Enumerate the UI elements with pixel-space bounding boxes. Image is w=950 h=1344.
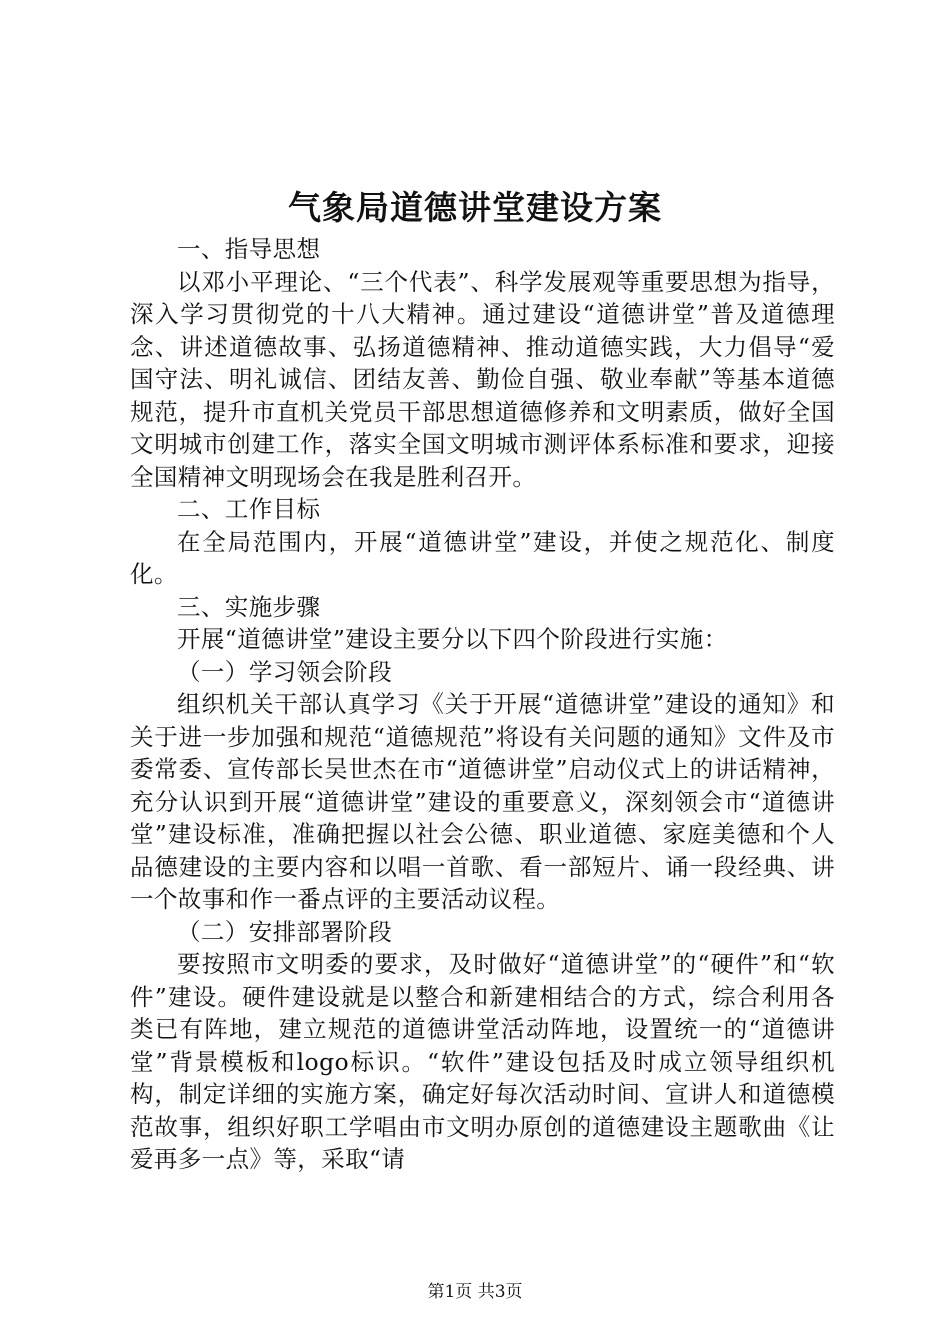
document-body (130, 233, 835, 1176)
section-heading-work-goal: 二、工作目标 (177, 495, 321, 523)
section-heading-implementation-steps: 三、实施步骤 (177, 592, 321, 621)
paragraph-study-stage: 组织机关干部认真学习《关于开展“道德讲堂”建设的通知》和关于进一步加强和规范“道德规范”将设有关问题的通知》文件及市委常委、宣传部长吴世杰在市“道德讲堂”启动仪式上的讲话精神，充分认识到开展“道德讲堂”建设的重要意义，深刻领会市“道德讲堂”建设标准，准确把握以社会公德、职业道德、家庭美德和个人品德建设的主要内容和以唱一首歌、看一部短片、诵一段经典、讲一个故事和作一番点评的主要活动议程。 (130, 690, 835, 913)
paragraph-deployment-stage: 要按照市文明委的要求，及时做好“道德讲堂”的“硬件”和“软件”建设。硬件建设就是以整合和新建相结合的方式，综合利用各类已有阵地，建立规范的道德讲堂活动阵地，设置统一的“道德讲堂”背景模板和logo标识。“软件”建设包括及时成立领导组织机构，制定详细的实施方案，确定好每次活动时间、宣讲人和道德模范故事，组织好职工学唱由市文明办原创的道德建设主题歌曲《让爱再多一点》等，采取“请 (130, 950, 835, 1173)
document-title: 气象局道德讲堂建设方案 (288, 188, 662, 227)
paragraph-work-goal: 在全局范围内，开展“道德讲堂”建设，并使之规范化、制度化。 (130, 527, 835, 588)
paragraph-guiding-thought: 以邓小平理论、“三个代表”、科学发展观等重要思想为指导，深入学习贯彻党的十八大精神。通过建设“道德讲堂”普及道德理念、讲述道德故事、弘扬道德精神、推动道德实践，大力倡导“爱国守法、明礼诚信、团结友善、勤俭自强、敬业奉献”等基本道德规范，提升市直机关党员干部思想道德修养和文明素质，做好全国文明城市创建工作，落实全国文明城市测评体系标准和要求，迎接全国精神文明现场会在我是胜利召开。 (130, 267, 835, 491)
paragraph-implementation-intro: 开展“道德讲堂”建设主要分以下四个阶段进行实施： (177, 625, 728, 653)
section-heading-guiding-thought: 一、指导思想 (177, 235, 321, 263)
page-footer: 第1页 共3页 (427, 1282, 523, 1302)
subsection-heading-deployment-stage: （二）安排部署阶段 (177, 917, 393, 946)
subsection-heading-study-stage: （一）学习领会阶段 (177, 657, 393, 686)
